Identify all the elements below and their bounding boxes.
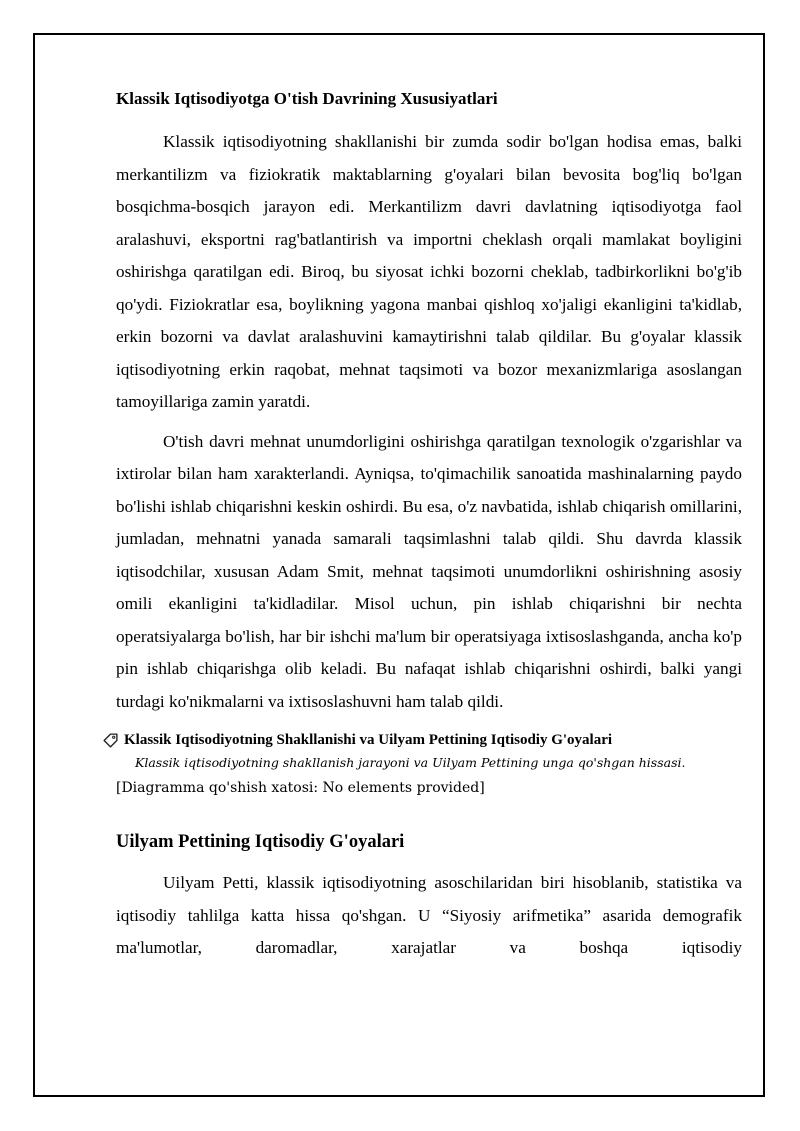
section-heading: Klassik Iqtisodiyotga O'tish Davrining Xususiyatlari (116, 89, 498, 108)
body-paragraph: Klassik iqtisodiyotning shakllanishi bir zumda sodir bo'lgan hodisa emas, balki merkantilizm va fiziokratik maktablarning g'oyalari bilan bevosita bog'liq bo'lgan bosqichma-bosqich jarayon edi. Merkantilizm davri davlatning iqtisodiyotga faol aralashuvi, eksportni rag'batlantirish va importni cheklash orqali mamlakat boyligini oshirishga qaratilgan edi. Biroq, bu siyosat ichki bozorni cheklab, tadbirkorlikni bo'g'ib qo'ydi. Fiziokratlar esa, boylikning yagona manbai qishloq xo'jaligi ekanligini ta'kidlab, erkin bozorni va davlat aralashuvini kamaytirishni talab qildilar. Bu g'oyalar klassik iqtisodiyotning erkin raqobat, mehnat taqsimoti va bozor mexanizmlariga asoslangan tamoyillariga zamin yaratdi. (116, 132, 742, 411)
section-heading: Uilyam Pettining Iqtisodiy G'oyalari (116, 832, 405, 852)
diagram-title: Klassik Iqtisodiyotning Shakllanishi va Uilyam Pettining Iqtisodiy G'oyalari (124, 732, 613, 748)
document-body (116, 86, 742, 965)
diagram-error-message: [Diagramma qo'shish xatosi: No elements provided] (116, 780, 485, 796)
body-paragraph: Uilyam Petti, klassik iqtisodiyotning asoschilaridan biri hisoblanib, statistika va iqtisodiy tahlilga katta hissa qo'shgan. U “Siyosiy arifmetika” asarida demografik ma'lumotlar, daromadlar, xarajatlar va boshqa iqtisodiy (116, 873, 742, 957)
diagram-caption: Klassik iqtisodiyotning shakllanish jarayoni va Uilyam Pettining unga qo'shgan hissasi. (135, 755, 686, 770)
diagram-block (116, 728, 742, 799)
diagram-title-row (102, 728, 742, 752)
body-paragraph: O'tish davri mehnat unumdorligini oshirishga qaratilgan texnologik o'zgarishlar va ixtirolar bilan ham xarakterlandi. Ayniqsa, to'qimachilik sanoatida mashinalarning paydo bo'lishi ishlab chiqarishni keskin oshirdi. Bu esa, o'z navbatida, ishlab chiqarish omillarini, jumladan, mehnatni yanada samarali taqsimlashni talab qildi. Shu davrda klassik iqtisodchilar, xususan Adam Smit, mehnat taqsimoti unumdorlikni oshirishning asosiy omili ekanligini ta'kidladilar. Misol uchun, pin ishlab chiqarishni bir nechta operatsiyalarga bo'lish, har bir ishchi ma'lum bir operatsiyaga ixtisoslashganda, ancha ko'p pin ishlab chiqarishga olib keladi. Bu nafaqat ishlab chiqarishni oshirdi, balki yangi turdagi ko'nikmalarni va ixtisoslashuvni ham talab qildi. (116, 431, 742, 711)
tag-icon (102, 732, 119, 749)
